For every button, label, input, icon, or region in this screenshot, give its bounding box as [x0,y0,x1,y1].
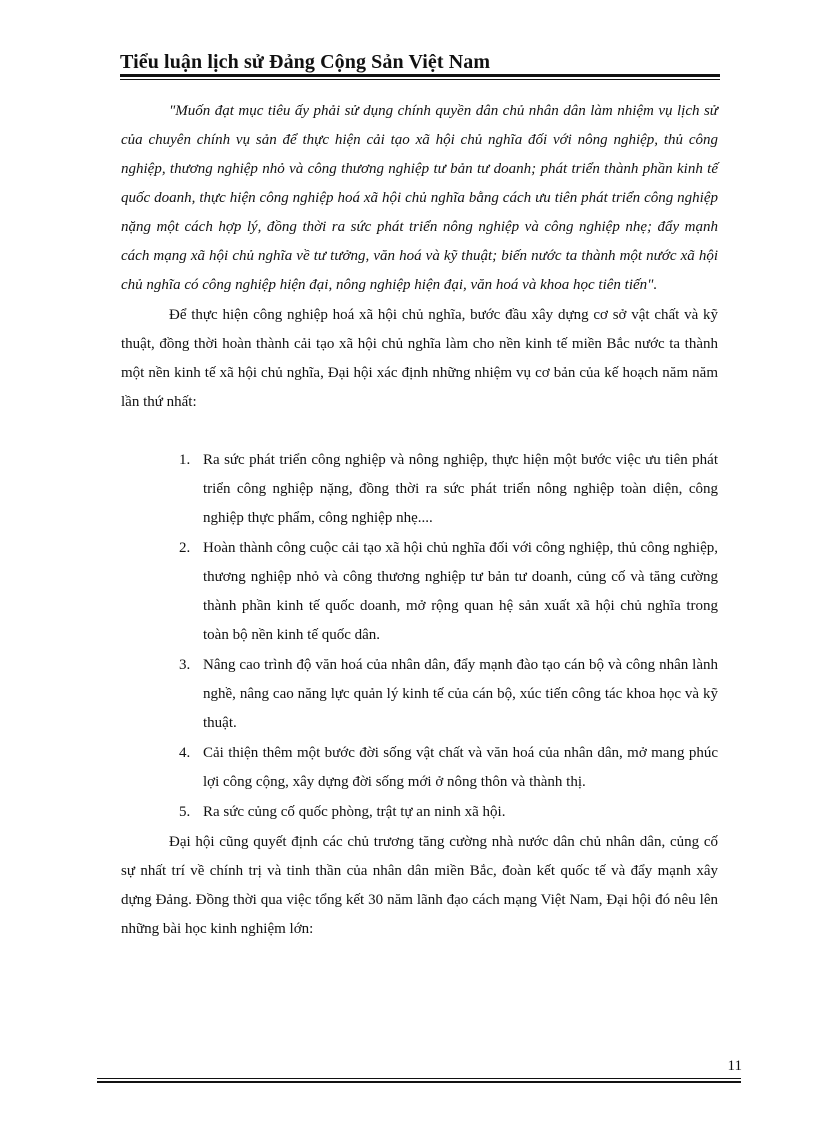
header-rule-thin [120,79,720,80]
page-header [120,50,720,74]
footer-rule-thick [97,1081,741,1083]
footer-rule-thin [97,1078,741,1079]
quote-paragraph: "Muốn đạt mục tiêu ấy phải sử dụng chính quyền dân chủ nhân dân làm nhiệm vụ lịch sử của chuyên chính vụ sản để thực hiện cải tạo xã hội chủ nghĩa đối với nông nghiệp, thủ công nghiệp, thương nghiệp nhỏ và công thương nghiệp tư bản tư doanh; phát triển thành phần kinh tế quốc doanh, thực hiện công nghiệp hoá xã hội chủ nghĩa bằng cách ưu tiên phát triển công nghiệp nặng một cách hợp lý, đồng thời ra sức phát triển nông nghiệp và công nghiệp nhẹ; đẩy mạnh cách mạng xã hội chủ nghĩa về tư tưởng, văn hoá và kỹ thuật; biến nước ta thành một nước xã hội chủ nghĩa có công nghiệp hiện đại, nông nghiệp hiện đại, văn hoá và khoa học tiên tiến". [121,103,718,293]
header-rule-thick [120,74,720,77]
header-title: Tiểu luận lịch sử Đảng Cộng Sản Việt Nam [120,51,491,73]
task-number: 3. [179,657,191,673]
task-text: Ra sức phát triển công nghiệp và nông nghiệp, thực hiện một bước việc ưu tiên phát triển công nghiệp nặng, đồng thời ra sức phát triển nông nghiệp toàn diện, công nghiệp thực phẩm, công nghiệp nhẹ.... [203,452,718,526]
task-text: Nâng cao trình độ văn hoá của nhân dân, đẩy mạnh đào tạo cán bộ và công nhân lành nghề, nâng cao năng lực quản lý kinh tế của cán bộ, xúc tiến công tác khoa học và kỹ thuật. [203,657,718,731]
document-body [121,97,718,944]
task-number: 1. [179,452,191,468]
task-number: 5. [179,804,191,820]
closing-paragraph: Đại hội cũng quyết định các chủ trương tăng cường nhà nước dân chủ nhân dân, củng cố sự nhất trí về chính trị và tinh thần của nhân dân miền Bắc, đoàn kết quốc tế và đẩy mạnh xây dựng Đảng. Đồng thời qua việc tổng kết 30 năm lãnh đạo cách mạng Việt Nam, Đại hội đó nêu lên những bài học kinh nghiệm lớn: [121,834,718,937]
task-text: Hoàn thành công cuộc cải tạo xã hội chủ nghĩa đối với công nghiệp, thủ công nghiệp, thương nghiệp nhỏ và công thương nghiệp tư bản tư doanh, củng cố và tăng cường thành phần kinh tế quốc doanh, mở rộng quan hệ sản xuất xã hội chủ nghĩa trong toàn bộ nền kinh tế quốc dân. [203,540,718,643]
task-item-1 [179,446,718,533]
task-list [174,446,718,827]
task-text: Cải thiện thêm một bước đời sống vật chất và văn hoá của nhân dân, mở mang phúc lợi công cộng, xây dựng đời sống mới ở nông thôn và thành thị. [203,745,718,790]
task-item-5 [179,798,718,827]
task-item-3 [179,651,718,738]
task-number: 2. [179,540,191,556]
task-number: 4. [179,745,191,761]
task-item-2 [179,534,718,650]
intro-paragraph: Để thực hiện công nghiệp hoá xã hội chủ nghĩa, bước đầu xây dựng cơ sở vật chất và kỹ thuật, đồng thời hoàn thành cải tạo xã hội chủ nghĩa làm cho nền kinh tế miền Bắc nước ta thành một nền kinh tế xã hội chủ nghĩa, Đại hội xác định những nhiệm vụ cơ bản của kế hoạch năm năm lần thứ nhất: [121,307,718,410]
task-text: Ra sức củng cố quốc phòng, trật tự an ninh xã hội. [203,804,506,820]
page-number: 11 [727,1058,742,1074]
task-item-4 [179,739,718,797]
